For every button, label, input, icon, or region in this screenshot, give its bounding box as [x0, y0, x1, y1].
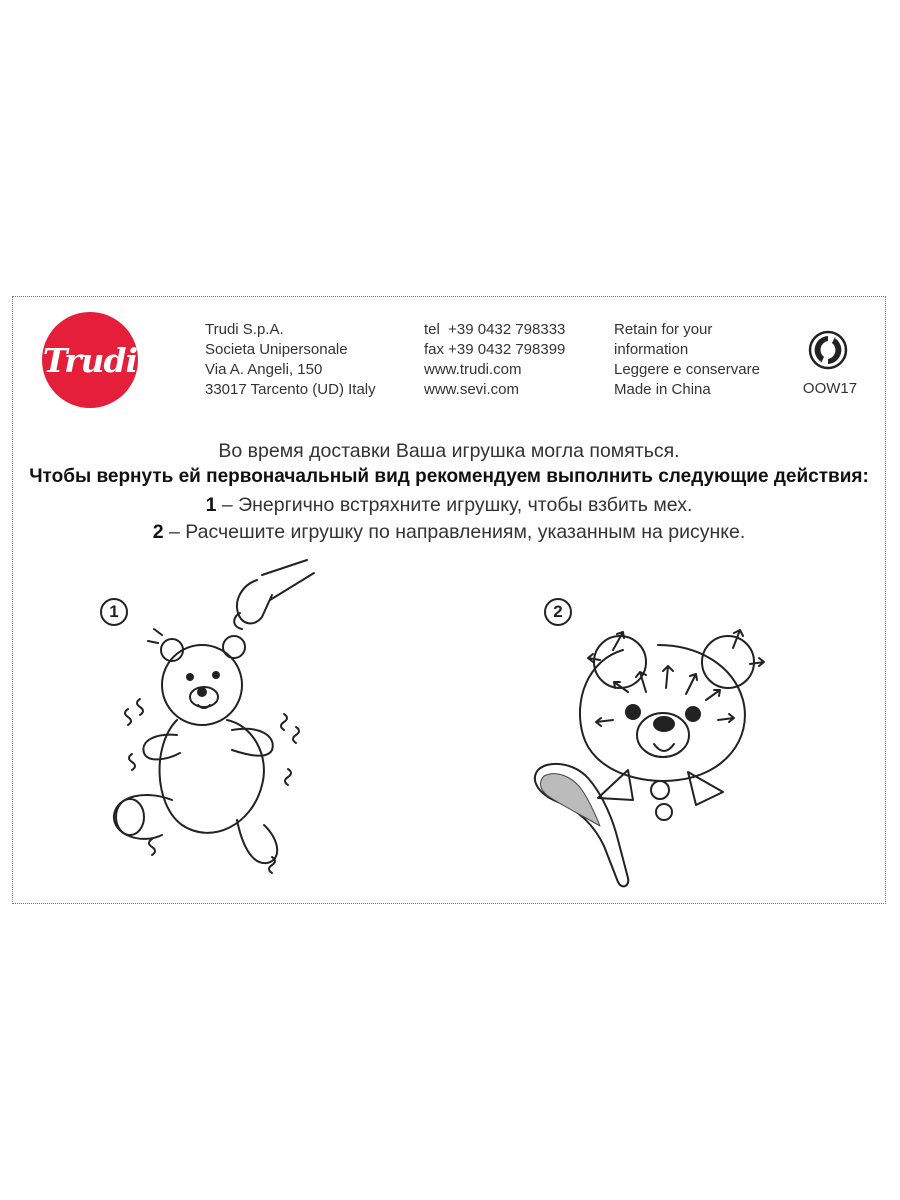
logo-text: Trudi: [42, 340, 138, 380]
note-line-4: Made in China: [614, 381, 711, 398]
contact-web-sevi: www.sevi.com: [424, 381, 520, 398]
company-street: Via A. Angeli, 150: [205, 361, 323, 378]
company-address: [205, 320, 376, 400]
step-2-number: 2: [152, 521, 164, 543]
company-type: Societa Unipersonale: [205, 341, 348, 358]
product-code: OOW17: [802, 380, 858, 397]
step-1-instruction: [12, 494, 886, 517]
step-2-text: – Расчешите игрушку по направлениям, указанным на рисунке.: [163, 521, 746, 543]
note-line-1: Retain for your: [614, 321, 713, 338]
contact-fax: fax +39 0432 798399: [424, 341, 566, 358]
company-contacts: [424, 320, 565, 400]
recommendation-heading: Чтобы вернуть ей первоначальный вид рекомендуем выполнить следующие действия:: [29, 466, 869, 487]
green-dot-recycle-icon: [808, 330, 848, 370]
step-2-badge-label: 2: [553, 602, 563, 621]
company-name: Trudi S.p.A.: [205, 321, 284, 338]
note-line-2: information: [614, 341, 689, 358]
delivery-notice: Во время доставки Ваша игрушка могла помяться.: [218, 440, 680, 462]
company-city: 33017 Tarcento (UD) Italy: [205, 381, 376, 398]
contact-tel: tel +39 0432 798333: [424, 321, 566, 338]
step-2-instruction: [12, 521, 886, 544]
step-1-number: 1: [205, 494, 217, 516]
step-1-text: – Энергично встряхните игрушку, чтобы взбить мех.: [216, 494, 693, 516]
step-1-badge-label: 1: [109, 602, 119, 621]
contact-web-trudi: www.trudi.com: [424, 361, 522, 378]
shaking-teddy-bear-illustration: [92, 555, 342, 890]
retain-notes: [614, 320, 760, 400]
brushing-teddy-bear-illustration: [528, 620, 788, 900]
trudi-logo: [42, 312, 138, 408]
note-line-3: Leggere e conservare: [614, 361, 760, 378]
